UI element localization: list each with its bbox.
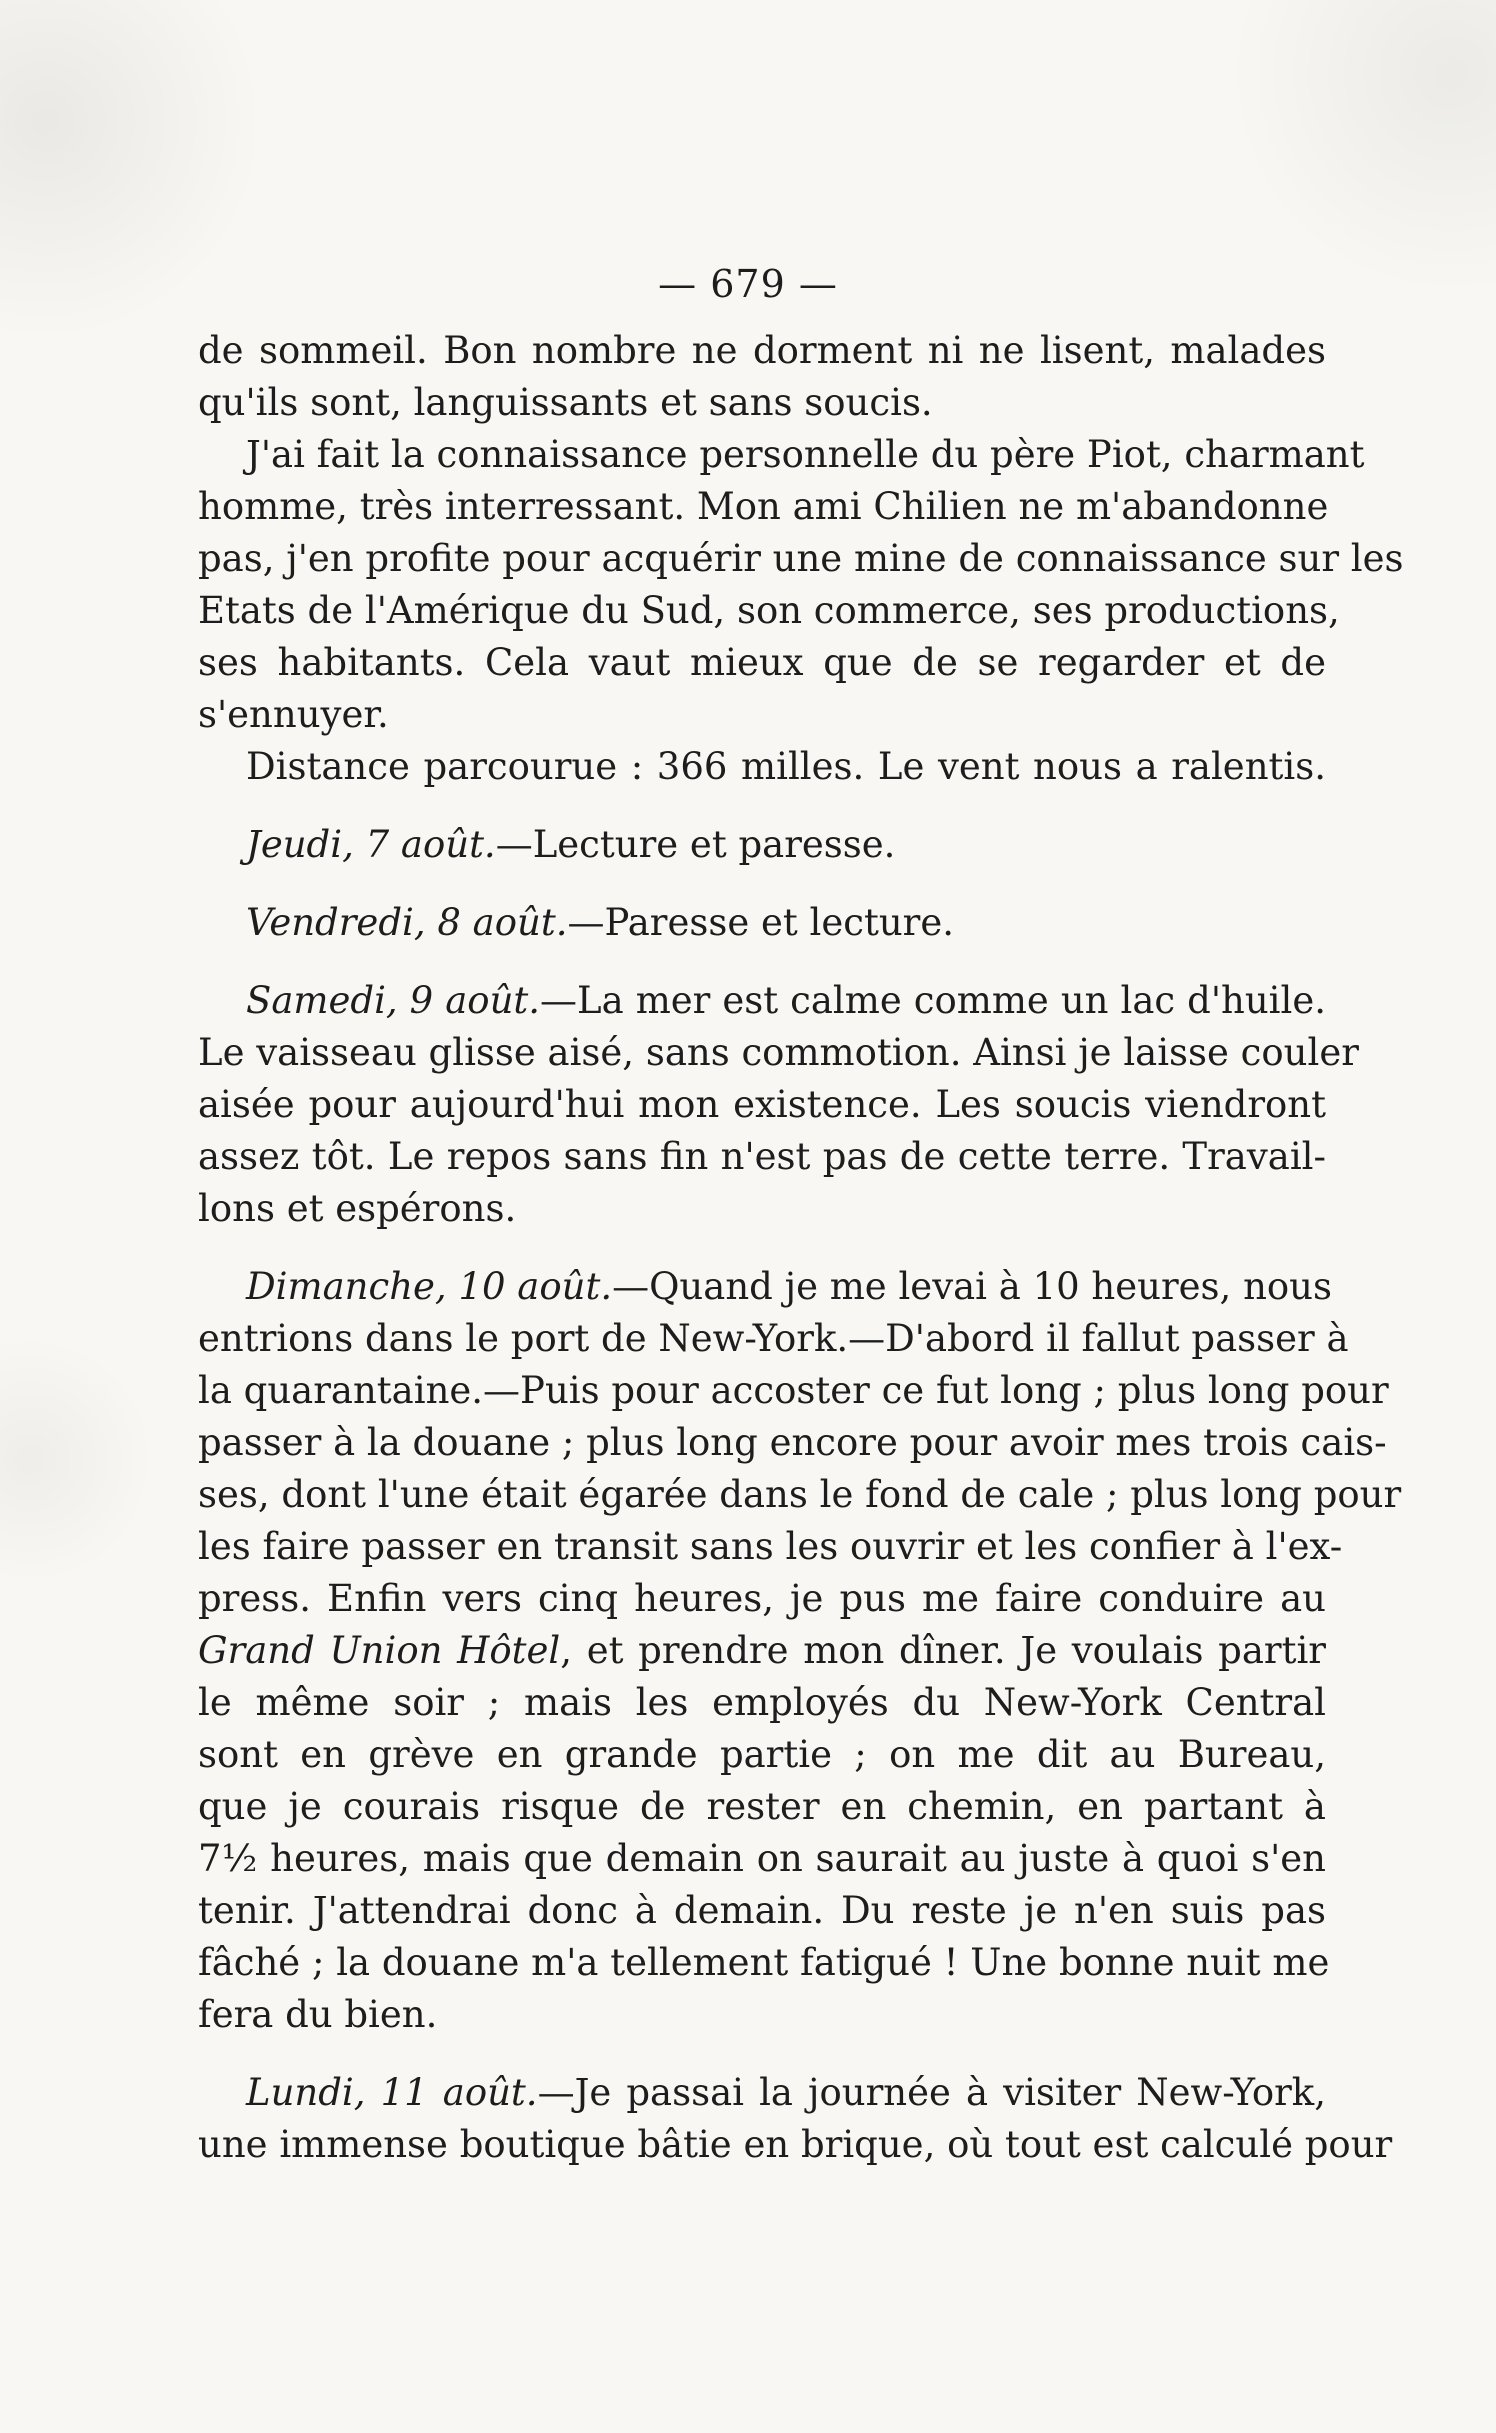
text-line: une immense boutique bâtie en brique, où tout est calculé pour <box>198 2123 1393 2166</box>
entry-jeudi: Jeudi, 7 août.—Lecture et paresse. <box>246 823 896 866</box>
date-heading: Samedi, 9 août. <box>246 979 541 1022</box>
text-line: que je courais risque de rester en chemin, en partant à <box>198 1785 1326 1828</box>
text-line: ses, dont l'une était égarée dans le fond de cale ; plus long pour <box>198 1473 1402 1516</box>
text-line: fera du bien. <box>198 1993 438 2036</box>
date-heading: Vendredi, 8 août. <box>246 901 568 944</box>
text-line: ses habitants. Cela vaut mieux que de se regarder et de <box>198 641 1326 684</box>
text-line: press. Enfin vers cinq heures, je pus me faire conduire au <box>198 1577 1326 1620</box>
page-number: — 679 — <box>658 262 838 306</box>
hotel-name: Grand Union Hôtel <box>198 1629 561 1672</box>
entry-dimanche: Dimanche, 10 août.—Quand je me levai à 10 heures, nous <box>246 1265 1332 1308</box>
date-heading: Jeudi, 7 août. <box>246 823 496 866</box>
text-line: Etats de l'Amérique du Sud, son commerce, ses productions, <box>198 589 1340 632</box>
text-line: tenir. J'attendrai donc à demain. Du reste je n'en suis pas <box>198 1889 1326 1932</box>
entry-vendredi: Vendredi, 8 août.—Paresse et lecture. <box>246 901 954 944</box>
text-line: fâché ; la douane m'a tellement fatigué ! Une bonne nuit me <box>198 1941 1330 1984</box>
text-line: de sommeil. Bon nombre ne dorment ni ne lisent, malades <box>198 329 1326 372</box>
text-line: qu'ils sont, languissants et sans soucis. <box>198 381 933 424</box>
text-line: le même soir ; mais les employés du New-York Central <box>198 1681 1326 1724</box>
text-line: J'ai fait la connaissance personnelle du père Piot, charmant <box>246 433 1365 476</box>
text-line: la quarantaine.—Puis pour accoster ce fut long ; plus long pour <box>198 1369 1389 1412</box>
text-line: s'ennuyer. <box>198 693 389 736</box>
entry-lundi: Lundi, 11 août.—Je passai la journée à visiter New-York, <box>246 2071 1326 2114</box>
text-line: passer à la douane ; plus long encore pour avoir mes trois cais- <box>198 1421 1387 1464</box>
text-line: 7½ heures, mais que demain on saurait au juste à quoi s'en <box>198 1837 1326 1880</box>
text-line: homme, très interressant. Mon ami Chilien ne m'abandonne <box>198 485 1329 528</box>
text-line: aisée pour aujourd'hui mon existence. Les soucis viendront <box>198 1083 1326 1126</box>
date-heading: Lundi, 11 août. <box>246 2071 538 2114</box>
text-line: sont en grève en grande partie ; on me dit au Bureau, <box>198 1733 1326 1776</box>
text-line: Grand Union Hôtel, et prendre mon dîner. Je voulais partir <box>198 1629 1326 1672</box>
text-line: les faire passer en transit sans les ouvrir et les confier à l'ex- <box>198 1525 1343 1568</box>
text-line: lons et espérons. <box>198 1187 517 1230</box>
text-line: entrions dans le port de New-York.—D'abord il fallut passer à <box>198 1317 1349 1360</box>
body-text <box>198 325 1404 2171</box>
text-line: pas, j'en profite pour acquérir une mine de connaissance sur les <box>198 537 1404 580</box>
text-line: Distance parcourue : 366 milles. Le vent nous a ralentis. <box>246 745 1326 788</box>
text-line: Le vaisseau glisse aisé, sans commotion. Ainsi je laisse couler <box>198 1031 1359 1074</box>
date-heading: Dimanche, 10 août. <box>246 1265 613 1308</box>
entry-samedi: Samedi, 9 août.—La mer est calme comme un lac d'huile. <box>246 979 1326 1022</box>
text-line: assez tôt. Le repos sans fin n'est pas de cette terre. Travail- <box>198 1135 1326 1178</box>
